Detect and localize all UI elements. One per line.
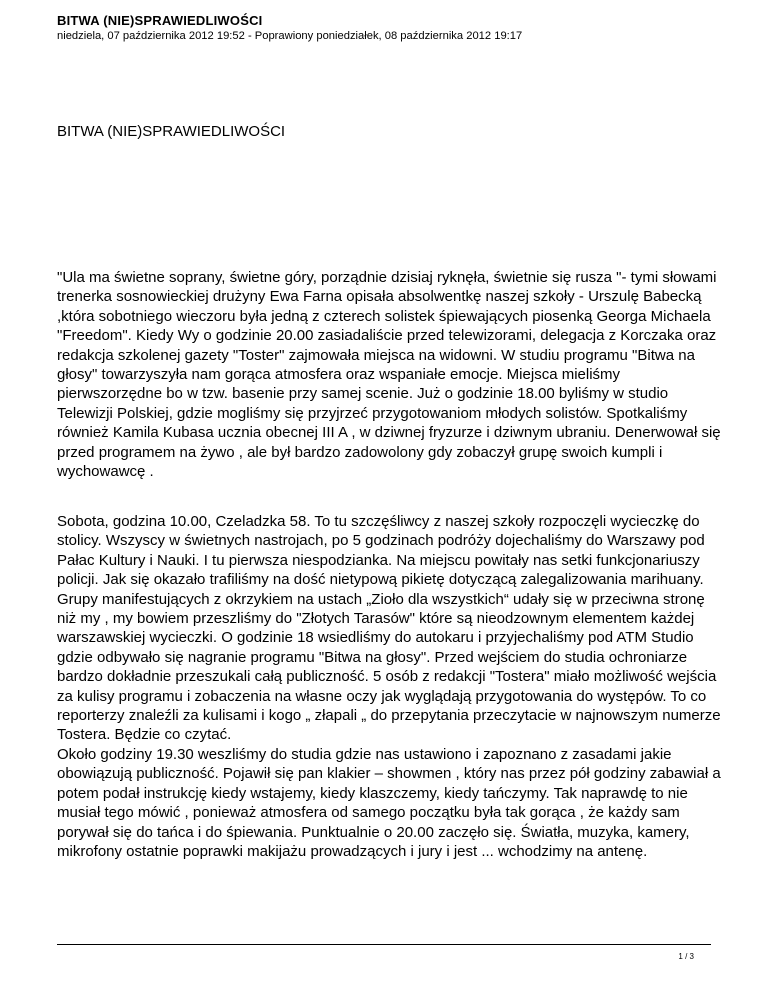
document-header-title: BITWA (NIE)SPRAWIEDLIWOŚCI bbox=[57, 13, 263, 28]
footer-divider bbox=[57, 944, 711, 945]
article-paragraph-2: Sobota, godzina 10.00, Czeladzka 58. To tu szczęśliwcy z naszej szkoły rozpoczęli wycieczkę do stolicy. Wszyscy w świetnych nastrojach, po 5 godzinach podróży dojechaliśmy do Warszawy pod Pałac Kultury i Nauki. I tu pierwsza niespodzianka. Na miejscu powitały nas setki funkcjonariuszy policji. Jak się okazało trafiliśmy na dość nietypową pikietę dotyczącą zalegalizowania marihuany. Grupy manifestujących z okrzykiem na ustach „Zioło dla wszystkich“ udały się w przeciwna stronę niż my , my bowiem przeszliśmy do "Złotych Tarasów" które są nieodzownym elementem każdej warszawskiej wycieczki. O godzinie 18 wsiedliśmy do autokaru i przyjechaliśmy pod ATM Studio gdzie odbywało się nagranie programu "Bitwa na głosy". Przed wejściem do studia ochroniarze bardzo dokładnie przeszukali całą publiczność. 5 osób z redakcji "Tostera" miało możliwość wejścia za kulisy programu i zobaczenia na własne oczy jak wyglądają przygotowania do występów. To co reporterzy znaleźli za kulisami i kogo „ złapali „ do przepytania przeczytacie w najnowszym numerze Tostera. Będzie co czytać. Około godziny 19.30 weszliśmy do studia gdzie nas ustawiono i zapoznano z zasadami jakie obowiązują publiczność. Pojawił się pan klakier – showmen , który nas przez pół godziny zabawiał a potem podał instrukcję kiedy wstajemy, kiedy klaszczemy, kiedy tańczymy. Tak naprawdę to nie musiał tego mówić , ponieważ atmosfera od samego początku była tak gorąca , że każdy sam porywał się do tańca i do śpiewania. Punktualnie o 20.00 zaczęło się. Światła, muzyka, kamery, mikrofony ostatnie poprawki makijażu prowadzących i jury i jest ... wchodzimy na antenę. bbox=[57, 513, 721, 860]
article-title: BITWA (NIE)SPRAWIEDLIWOŚCI bbox=[57, 123, 286, 140]
article-paragraph-1: "Ula ma świetne soprany, świetne góry, porządnie dzisiaj ryknęła, świetnie się rusza "- tymi słowami trenerka sosnowieckiej drużyny Ewa Farna opisała absolwentkę naszej szkoły - Urszulę Babecką ,która sobotniego wieczoru była jedną z czterech solistek śpiewających piosenką Georga Michaela "Freedom". Kiedy Wy o godzinie 20.00 zasiadaliście przed telewizorami, delegacja z Korczaka oraz redakcja szkolenej gazety "Toster" zajmowała miejsca na widowni. W studiu programu "Bitwa na głosy" towarzyszyła nam gorąca atmosfera oraz wspaniałe emocje. Miejsca mieliśmy pierwszorzędne bo w tzw. basenie przy samej scenie. Już o godzinie 18.00 byliśmy w studio Telewizji Polskiej, gdzie mogliśmy się przyjrzeć przygotowaniom młodych solistów. Spotkaliśmy również Kamila Kubasa ucznia obecnej III A , w dziwnej fryzurze i dziwnym ubraniu. Denerwował się przed programem na żywo , ale był bardzo zadowolony gdy zobaczył grupę swoich kumpli i wychowawcę . bbox=[57, 269, 721, 481]
document-header-meta: niedziela, 07 października 2012 19:52 - Poprawiony poniedziałek, 08 października 2012 19:17 bbox=[57, 30, 523, 42]
page-number: 1 / 3 bbox=[678, 952, 694, 961]
